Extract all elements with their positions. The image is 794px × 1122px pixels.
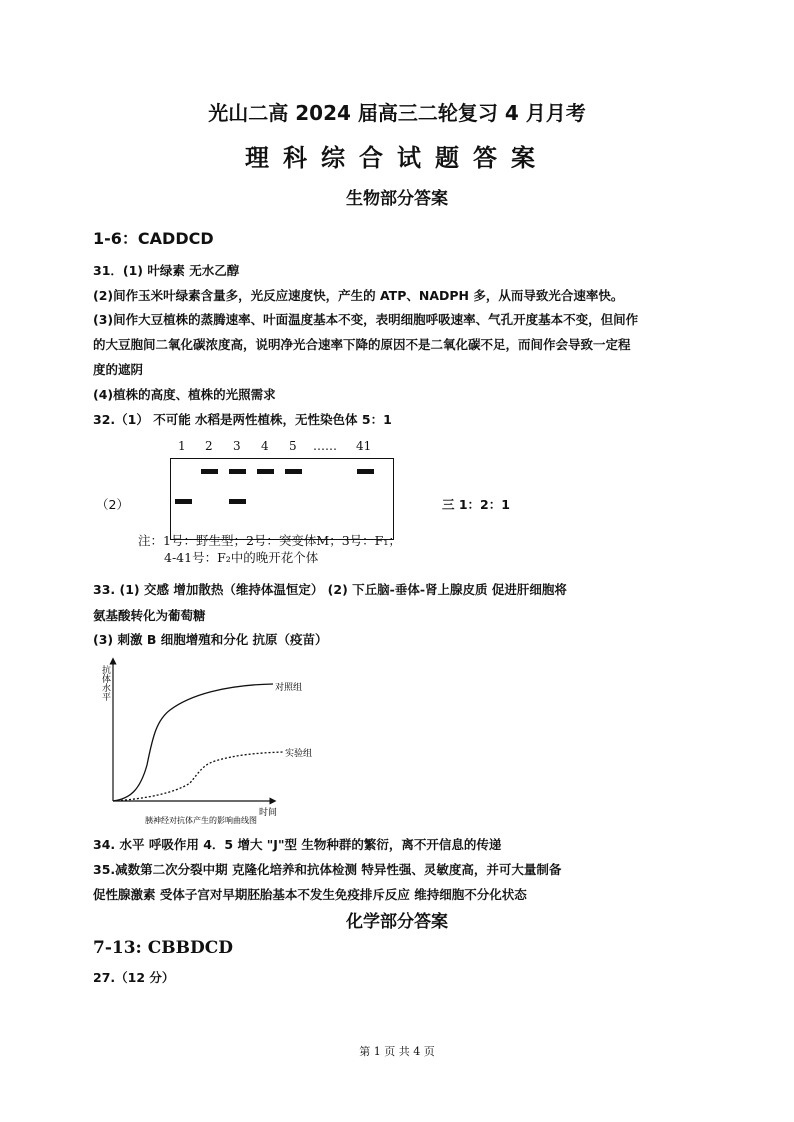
biology-mc-answers: 1-6：CADDCD (93, 229, 214, 248)
q31-part3-line3: 度的遮阴 (93, 362, 144, 377)
graph-y-label: 抗体水平 (100, 665, 110, 701)
gel-band-lane41-upper (357, 469, 374, 474)
control-group-label: 对照组 (275, 683, 303, 693)
gel-band-lane4-upper (257, 469, 274, 474)
q27-heading: 27.（12 分） (93, 970, 175, 985)
gel-band-lane3-lower (229, 499, 246, 504)
control-group-curve (113, 684, 273, 801)
q34-answers: 34. 水平 呼吸作用 4．5 增大 "J"型 生物种群的繁衍，离不开信息的传递 (93, 837, 502, 852)
gel-band-lane1-lower (175, 499, 192, 504)
graph-x-label: 时间 (259, 808, 278, 818)
antibody-level-graph (95, 655, 395, 835)
gel-band-lane3-upper (229, 469, 246, 474)
school-title: 光山二高 2024 届高三二轮复习 4 月月考 (208, 101, 586, 125)
page-footer: 第 1 页 共 4 页 (359, 1045, 435, 1058)
lane-number: 5 (289, 439, 297, 453)
q32-part1: 32.（1） 不可能 水稻是两性植株，无性染色体 5：1 (93, 412, 392, 427)
lane-number: 4 (261, 439, 269, 453)
gel-note-line1: 注：1号：野生型；2号：突变体M；3号：F₁； (138, 533, 401, 548)
lane-number: 2 (205, 439, 213, 453)
q35-line2: 促性腺激素 受体子宫对早期胚胎基本不发生免疫排斥反应 维持细胞不分化状态 (93, 887, 527, 902)
electrophoresis-gel (170, 458, 394, 540)
gel-band-lane5-upper (285, 469, 302, 474)
q33-part3: (3) 刺激 B 细胞增殖和分化 抗原（疫苗） (93, 632, 328, 647)
q31-part3-line1: (3)间作大豆植株的蒸腾速率、叶面温度基本不变，表明细胞呼吸速率、气孔开度基本不变，但间作 (93, 312, 639, 327)
q31-part3-line2: 的大豆胞间二氧化碳浓度高，说明净光合速率下降的原因不是二氧化碳不足，而间作会导致一定程 (93, 337, 631, 352)
chemistry-mc-answers: 7-13: CBBDCD (93, 938, 234, 958)
chemistry-section-heading: 化学部分答案 (346, 912, 448, 932)
experiment-group-label: 实验组 (285, 749, 313, 759)
q31-part2: (2)间作玉米叶绿素含量多，光反应速度快，产生的 ATP、NADPH 多，从而导致光合速率快。 (93, 288, 624, 303)
lane-number: 1 (178, 439, 186, 453)
lane-number: 41 (356, 439, 372, 453)
q32-part2-label: （2） (96, 497, 129, 512)
gel-band-lane2-upper (201, 469, 218, 474)
q31-part4: (4)植株的高度、植株的光照需求 (93, 387, 276, 402)
graph-caption: 胰神经对抗体产生的影响曲线图 (145, 816, 257, 825)
q32-part2-answer: 三 1：2：1 (442, 497, 510, 512)
q35-line1: 35.减数第二次分裂中期 克隆化培养和抗体检测 特异性强、灵敏度高，并可大量制备 (93, 862, 562, 877)
lane-number: …… (313, 439, 337, 453)
lane-number: 3 (233, 439, 241, 453)
gel-note-line2: 4-41号：F₂中的晚开花个体 (164, 550, 319, 565)
biology-section-heading: 生物部分答案 (346, 189, 448, 209)
q33-part1-line1: 33. (1) 交感 增加散热（维持体温恒定） (2) 下丘脑-垂体-肾上腺皮质 促进肝细胞将 (93, 582, 567, 597)
exam-title: 理科综合试题答案 (245, 144, 549, 172)
q31-part1: 31．(1) 叶绿素 无水乙醇 (93, 263, 240, 278)
q33-part1-line2: 氨基酸转化为葡萄糖 (93, 608, 206, 623)
experiment-group-curve (113, 752, 283, 801)
